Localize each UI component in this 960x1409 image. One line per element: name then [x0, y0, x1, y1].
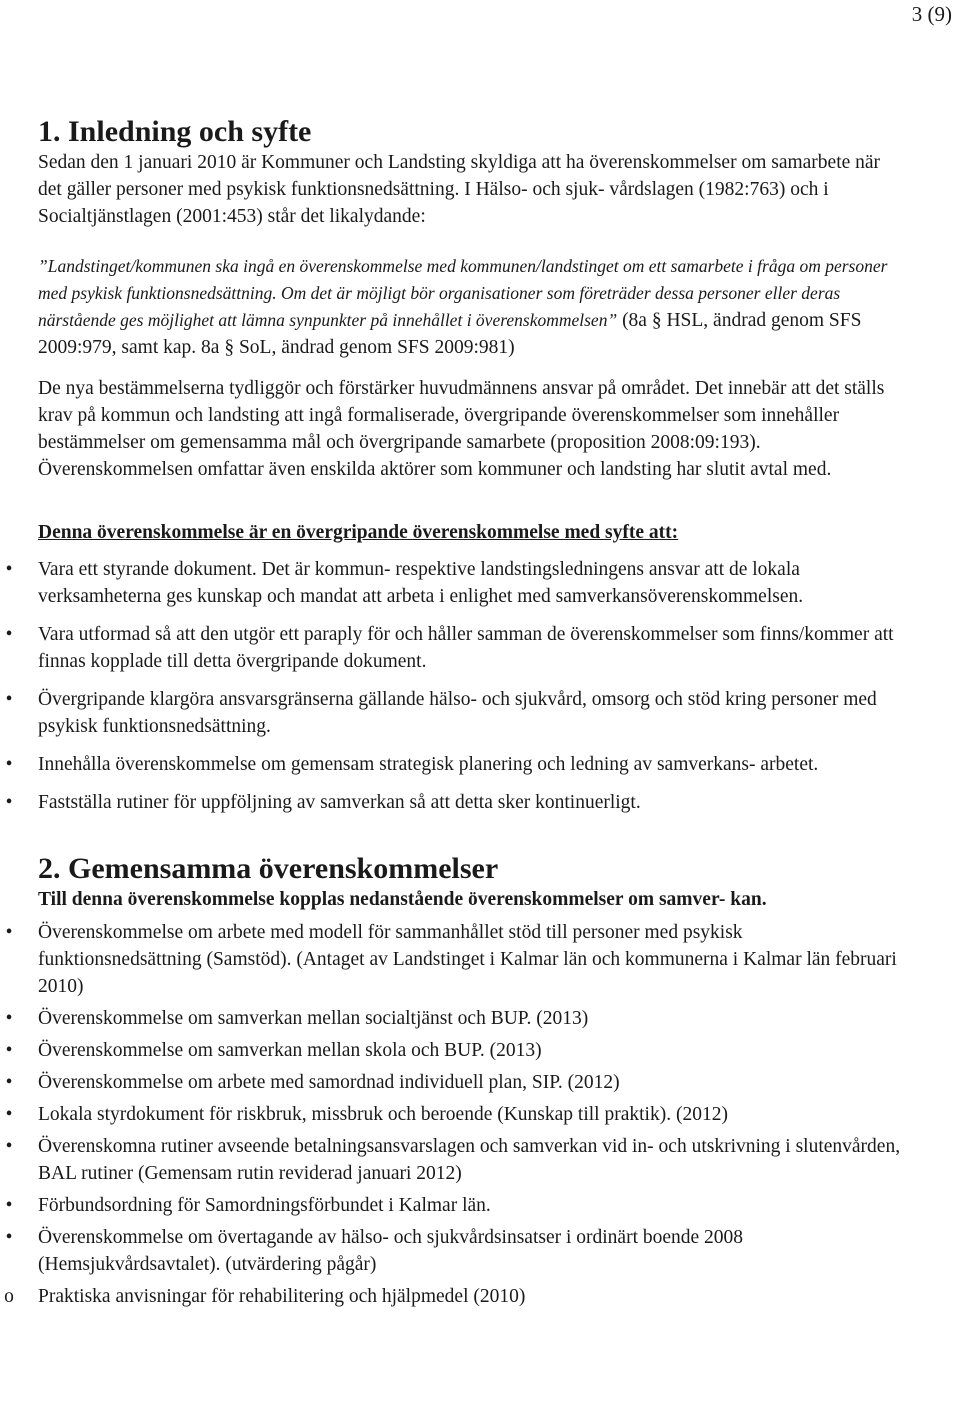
- bullet-icon: •: [5, 1104, 13, 1125]
- list-item: • Vara utformad så att den utgör ett paraply för och håller samman de överenskommelser som finns/kommer att finnas kopplade till detta övergripande dokument.: [38, 621, 908, 675]
- list-item: • Överenskommelse om samverkan mellan socialtjänst och BUP. (2013): [38, 1005, 908, 1032]
- section1-heading: 1. Inledning och syfte: [38, 115, 312, 148]
- list-item: • Överenskommelse om arbete med samordnad individuell plan, SIP. (2012): [38, 1069, 908, 1096]
- paragraph-sign: §: [651, 310, 662, 331]
- bullet-icon: •: [5, 922, 13, 943]
- bullet-icon: •: [5, 559, 13, 580]
- document-body: [4, 115, 908, 1315]
- bullet-icon: •: [5, 624, 13, 645]
- bullet-icon: •: [5, 1195, 13, 1216]
- list-item: • Övergripande klargöra ansvarsgränserna gällande hälso- och sjukvård, omsorg och stöd kring personer med psykisk funktionsnedsättning.: [38, 686, 908, 740]
- bullet-icon: •: [5, 754, 13, 775]
- responsibility-paragraph: De nya bestämmelserna tydliggör och förstärker huvudmännens ansvar på området. Det innebär att det ställs krav på kommun och landsting att ingå formaliserade, övergripande överenskommelser som innehåller bestämmelser om gemensamma mål och övergripande samarbete (proposition 2008:09:193). Överenskommelsen omfattar även enskilda aktörer som kommuner och landsting har slutit avtal med.: [38, 378, 885, 480]
- agreements-list: [4, 919, 908, 1310]
- quote-ref-1: (8a: [617, 310, 652, 331]
- bullet-icon: •: [5, 1136, 13, 1157]
- list-item: • Innehålla överenskommelse om gemensam strategisk planering och ledning av samverkans- arbetet.: [38, 751, 908, 778]
- list-item: • Överenskommelse om samverkan mellan skola och BUP. (2013): [38, 1037, 908, 1064]
- aims-list: [5, 556, 908, 816]
- quote-ref-3: SoL, ändrad genom SFS 2009:981): [234, 337, 515, 358]
- aims-heading: Denna överenskommelse är en övergripande överenskommelse med syfte att:: [38, 522, 679, 543]
- list-item: • Lokala styrdokument för riskbruk, missbruk och beroende (Kunskap till praktik). (2012): [38, 1101, 908, 1128]
- intro-paragraph: Sedan den 1 januari 2010 är Kommuner och Landsting skyldiga att ha överenskommelser om samarbete när det gäller personer med psykisk funktionsnedsättning. I Hälso- och sjuk- vårdslagen (1982:763) och i Socialtjänstlagen (2001:453) står det likalydande:: [38, 152, 881, 227]
- bullet-icon: •: [5, 1008, 13, 1029]
- bullet-icon: •: [5, 1227, 13, 1248]
- bullet-icon: •: [5, 1072, 13, 1093]
- list-item: • Överenskommelse om arbete med modell för sammanhållet stöd till personer med psykisk funktionsnedsättning (Samstöd). (Antaget av Landstinget i Kalmar län och kommunerna i Kalmar län februari 2010): [38, 919, 908, 1000]
- section2-subheading: Till denna överenskommelse kopplas nedanstående överenskommelser om samver- kan.: [38, 889, 767, 910]
- bullet-icon: •: [5, 1040, 13, 1061]
- bullet-icon: •: [5, 792, 13, 813]
- list-item: • Fastställa rutiner för uppföljning av samverkan så att detta sker kontinuerligt.: [38, 789, 908, 816]
- quote-ref-2: HSL, ändrad genom SFS 2009:979, samt kap. 8a: [38, 310, 862, 358]
- section2-heading: 2. Gemensamma överenskommelser: [38, 852, 499, 885]
- list-item: • Överenskomna rutiner avseende betalningsansvarslagen och samverkan vid in- och utskrivning i slutenvården, BAL rutiner (Gemensam rutin reviderad januari 2012): [38, 1133, 908, 1187]
- bullet-icon: •: [5, 689, 13, 710]
- paragraph-sign: §: [224, 337, 235, 358]
- page-number: 3 (9): [911, 2, 952, 26]
- law-quote: [38, 253, 908, 361]
- list-item: • Överenskommelse om övertagande av hälso- och sjukvårdsinsatser i ordinärt boende 2008 (Hemsjukvårdsavtalet). (utvärdering pågår): [38, 1224, 908, 1278]
- list-item: o Praktiska anvisningar för rehabilitering och hjälpmedel (2010): [38, 1283, 908, 1310]
- quote-text: ”Landstinget/kommunen ska ingå en överenskommelse med kommunen/landstinget om ett samarbete i fråga om personer med psykisk funktionsnedsättning. Om det är möjligt bör organisationer som företräder dessa personer eller deras närstående ges möjlighet att lämna synpunkter på innehållet i överenskommelsen”: [38, 256, 888, 330]
- list-item: • Förbundsordning för Samordningsförbundet i Kalmar län.: [38, 1192, 908, 1219]
- list-item: • Vara ett styrande dokument. Det är kommun- respektive landstingsledningens ansvar att de lokala verksamheterna ges kunskap och mandat att arbeta i enlighet med samverkansöverenskommelsen.: [38, 556, 908, 610]
- bullet-icon: o: [4, 1286, 14, 1307]
